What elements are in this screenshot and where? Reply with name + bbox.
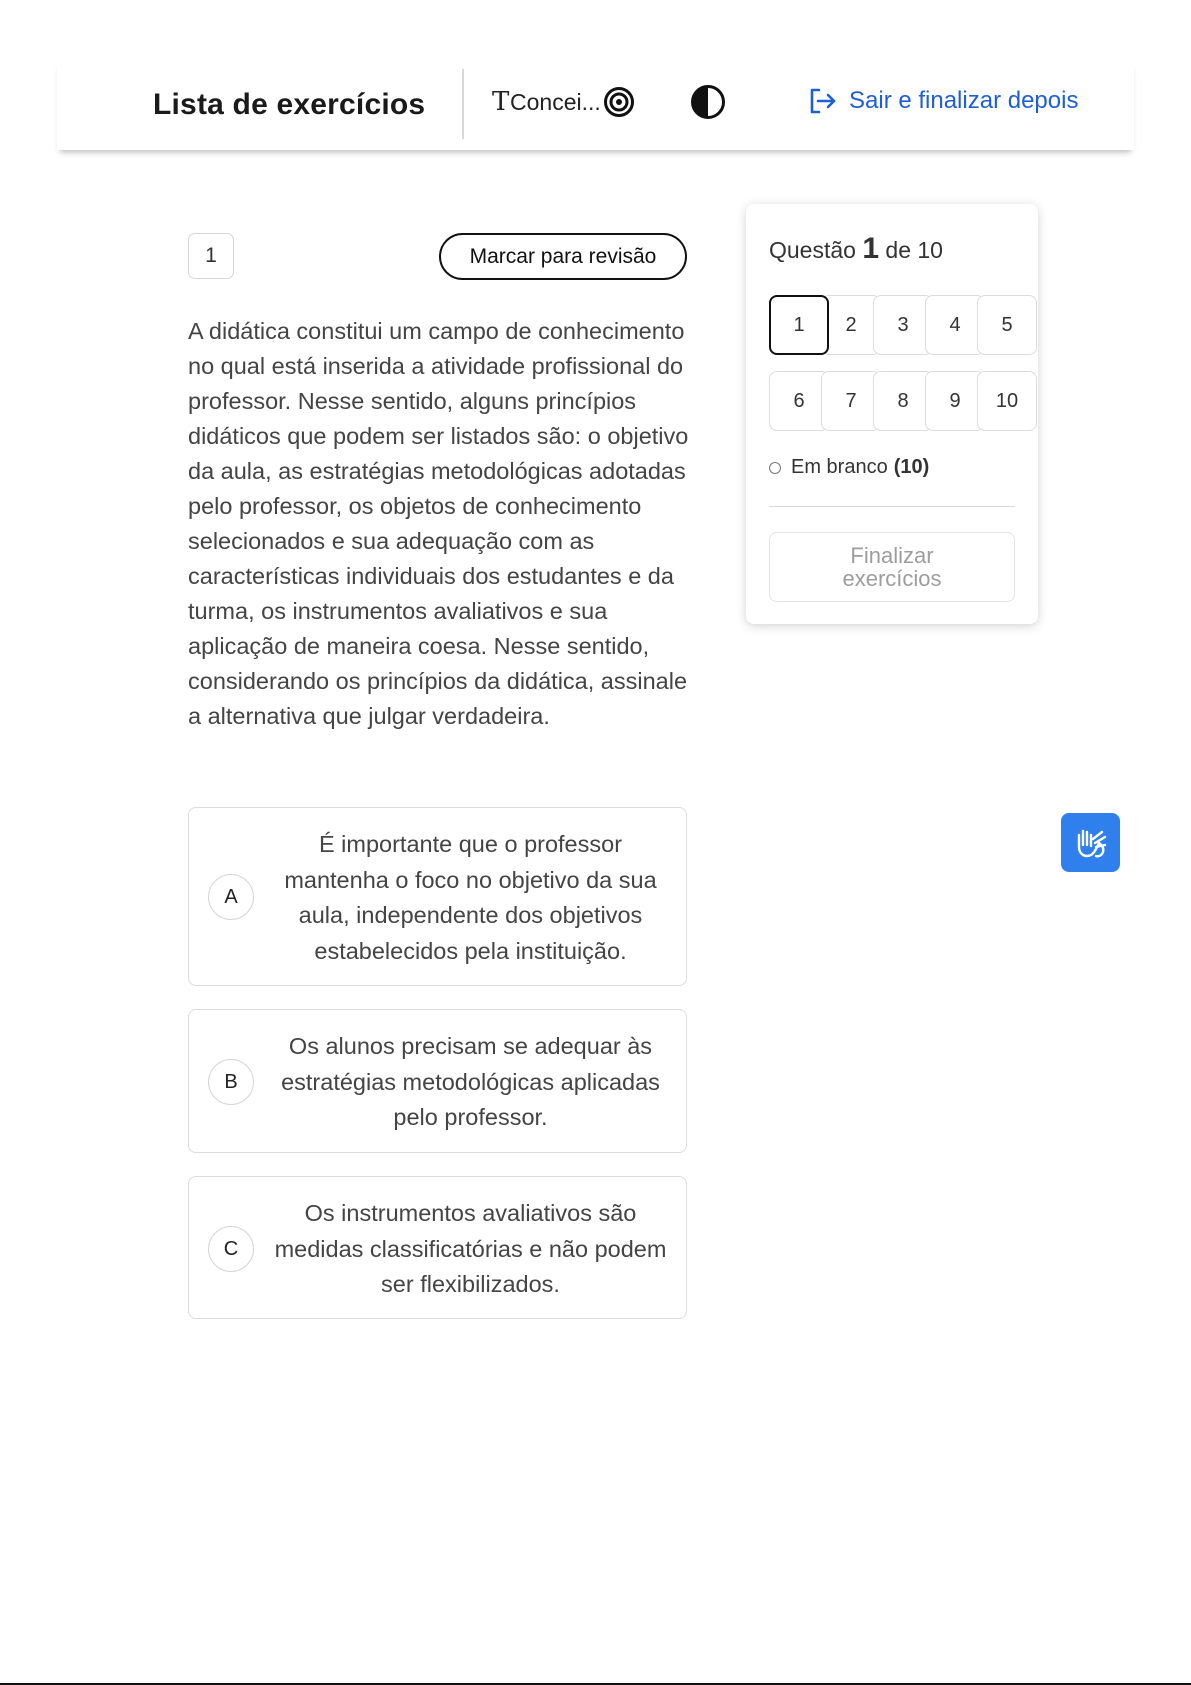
option-c[interactable] (188, 1176, 687, 1319)
legend-label: Em branco (791, 456, 888, 478)
option-letter: C (208, 1226, 254, 1272)
top-header (57, 62, 1134, 150)
app-title: Lista de exercícios (153, 88, 426, 121)
panel-title-prefix: Questão (769, 237, 856, 263)
option-letter: B (208, 1059, 254, 1105)
font-family-select[interactable]: Concei... (510, 88, 601, 115)
question-nav-9[interactable]: 9 (925, 371, 985, 431)
mark-for-review-button[interactable]: Marcar para revisão (439, 233, 687, 280)
option-a[interactable] (188, 807, 687, 986)
panel-title (769, 232, 943, 266)
question-nav-5[interactable]: 5 (977, 295, 1037, 355)
target-icon[interactable] (603, 86, 635, 118)
sign-language-hands-icon (1071, 823, 1111, 863)
question-statement: A didática constitui um campo de conhecimento no qual está inserida a atividade profissional do professor. Nesse sentido, alguns princípios didáticos que podem ser listados são: o objetivo da aula, as estratégias metodológicas adotadas pelo professor, os objetos de conhecimento selecionados e sua adequação com as características individuais dos estudantes e da turma, os instrumentos avaliativos e sua aplicação de maneira coesa. Nesse sentido, considerando os princípios da didática, assinale a alternativa que julgar verdadeira. (188, 318, 689, 729)
contrast-icon[interactable] (688, 82, 728, 122)
legend-count: (10) (893, 456, 930, 478)
header-divider (462, 69, 464, 139)
font-tools (492, 82, 635, 122)
question-nav-3[interactable]: 3 (873, 295, 933, 355)
blank-legend (769, 456, 929, 479)
question-nav-10[interactable]: 10 (977, 371, 1037, 431)
text-size-icon[interactable]: T (492, 87, 510, 117)
option-letter: A (208, 874, 254, 920)
finish-exercises-button[interactable]: Finalizar exercícios (769, 532, 1015, 602)
question-nav-1[interactable]: 1 (769, 295, 829, 355)
blank-status-dot-icon (769, 462, 781, 474)
question-nav-6[interactable]: 6 (769, 371, 829, 431)
panel-divider (769, 506, 1015, 507)
question-navigator-panel (746, 204, 1038, 624)
option-text: Os alunos precisam se adequar às estratégias metodológicas aplicadas pelo professor. (281, 1033, 660, 1130)
question-nav-2[interactable]: 2 (821, 295, 881, 355)
option-text: Os instrumentos avaliativos são medidas classificatórias e não podem ser flexibilizados. (274, 1200, 667, 1297)
option-text: É importante que o professor mantenha o foco no objetivo da sua aula, independente dos objetivos estabelecidos pela instituição. (284, 831, 657, 964)
question-nav-8[interactable]: 8 (873, 371, 933, 431)
panel-title-suffix: de 10 (885, 237, 943, 263)
option-b[interactable] (188, 1009, 687, 1153)
question-nav-7[interactable]: 7 (821, 371, 881, 431)
exit-label: Sair e finalizar depois (849, 87, 1079, 114)
question-number-badge: 1 (188, 233, 234, 279)
current-question-number: 1 (862, 232, 880, 265)
exit-finish-later-link[interactable] (807, 86, 1078, 116)
libras-sign-language-button[interactable] (1061, 813, 1120, 872)
logout-icon (807, 86, 837, 116)
question-nav-4[interactable]: 4 (925, 295, 985, 355)
